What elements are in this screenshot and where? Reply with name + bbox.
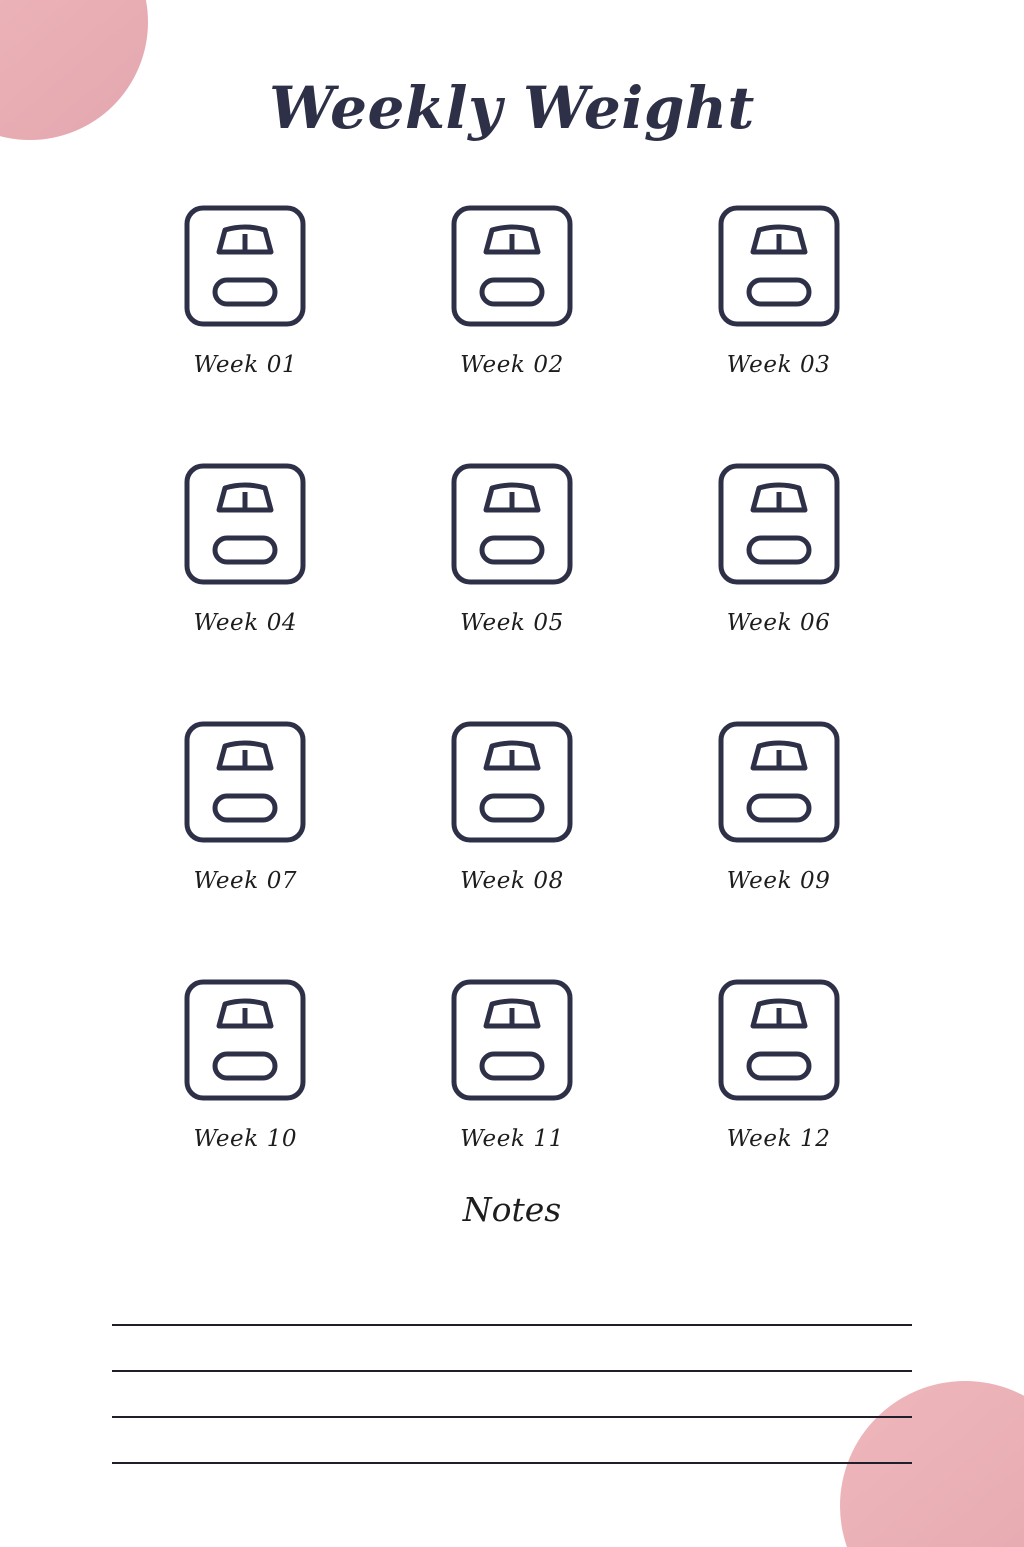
weeks-grid bbox=[112, 196, 912, 1228]
week-cell[interactable] bbox=[112, 454, 379, 712]
weight-scale-icon bbox=[442, 454, 582, 594]
weight-scale-icon bbox=[175, 196, 315, 336]
week-cell[interactable] bbox=[112, 712, 379, 970]
weight-scale-icon bbox=[709, 970, 849, 1110]
note-line[interactable] bbox=[112, 1418, 912, 1464]
week-label: Week 08 bbox=[460, 868, 564, 894]
week-cell[interactable] bbox=[645, 712, 912, 970]
week-label: Week 02 bbox=[460, 352, 564, 378]
week-label: Week 01 bbox=[193, 352, 298, 378]
week-label: Week 06 bbox=[726, 610, 831, 636]
week-label: Week 10 bbox=[193, 1126, 298, 1152]
weight-scale-icon bbox=[709, 454, 849, 594]
notes-lines[interactable] bbox=[112, 1280, 912, 1464]
note-line[interactable] bbox=[112, 1326, 912, 1372]
week-cell[interactable] bbox=[379, 196, 646, 454]
weight-scale-icon bbox=[175, 970, 315, 1110]
weight-scale-icon bbox=[442, 712, 582, 852]
week-label: Week 03 bbox=[726, 352, 831, 378]
note-line[interactable] bbox=[112, 1372, 912, 1418]
page-title: Weekly Weight bbox=[269, 74, 755, 142]
week-cell[interactable] bbox=[112, 196, 379, 454]
weight-scale-icon bbox=[175, 712, 315, 852]
week-cell[interactable] bbox=[379, 712, 646, 970]
week-label: Week 04 bbox=[193, 610, 298, 636]
note-line[interactable] bbox=[112, 1280, 912, 1326]
weight-scale-icon bbox=[442, 970, 582, 1110]
week-cell[interactable] bbox=[645, 196, 912, 454]
week-label: Week 05 bbox=[460, 610, 564, 636]
week-label: Week 12 bbox=[726, 1126, 831, 1152]
weight-scale-icon bbox=[709, 712, 849, 852]
notes-heading: Notes bbox=[462, 1190, 562, 1229]
week-label: Week 09 bbox=[726, 868, 831, 894]
week-cell[interactable] bbox=[379, 454, 646, 712]
week-label: Week 11 bbox=[460, 1126, 564, 1152]
weight-scale-icon bbox=[442, 196, 582, 336]
week-cell[interactable] bbox=[645, 454, 912, 712]
week-label: Week 07 bbox=[193, 868, 298, 894]
weight-scale-icon bbox=[175, 454, 315, 594]
weight-scale-icon bbox=[709, 196, 849, 336]
